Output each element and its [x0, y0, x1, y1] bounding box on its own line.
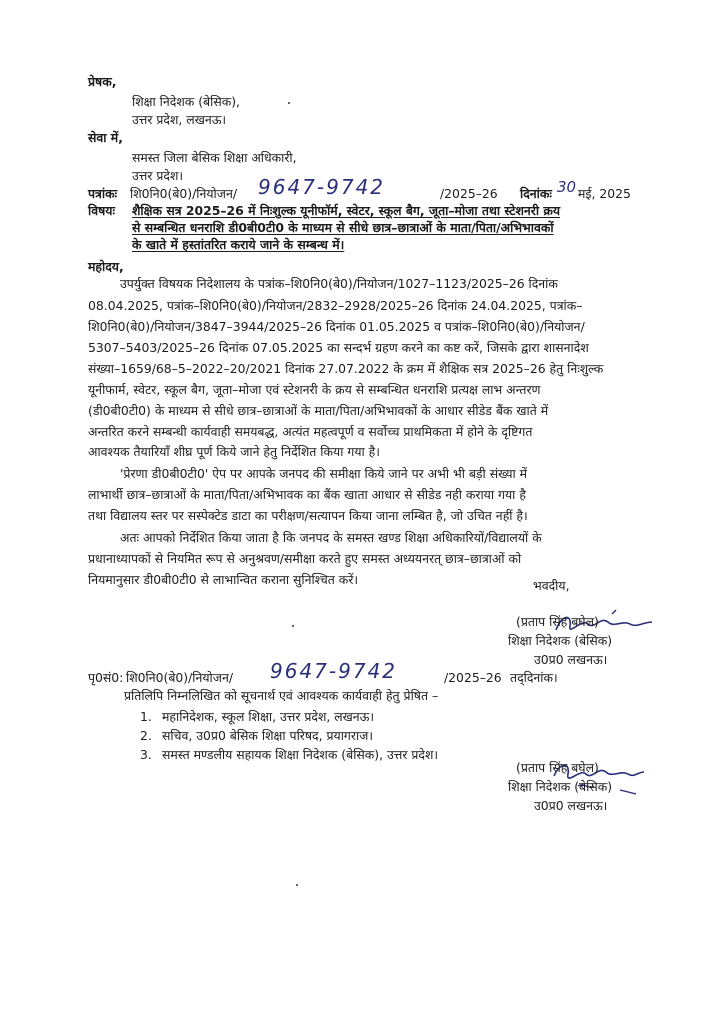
- ref-date-label: दिनांकः: [520, 186, 552, 201]
- signatory2-name: (प्रताप सिंह बघेल): [516, 760, 599, 775]
- signatory2-place: उ0प्र0 लखनऊ।: [534, 798, 608, 813]
- copy-ref-year: /2025–26: [444, 670, 502, 685]
- copy-ref-number-handwritten: 9647-9742: [270, 659, 398, 683]
- ref-label: पत्रांकः: [88, 186, 118, 201]
- para2-line-2: लाभार्थी छात्र–छात्राओं के माता/पिता/अभिभावक का बैंक खाता आधार से सीडेड नही कराया गया है: [88, 487, 526, 502]
- stray-mark: [288, 102, 290, 104]
- copy-list-num: 3.: [140, 747, 152, 762]
- para1-line-6: यूनीफार्म, स्वेटर, स्कूल बैग, जूता–मोजा एवं स्टेशनरी के क्रय से सम्बन्धित धनराशि प्रत्यक्ष लाभ अन्तरण: [88, 382, 541, 397]
- copy-list-num: 2.: [140, 728, 152, 743]
- para3-line-1: अतः आपको निर्देशित किया जाता है कि जनपद के समस्त खण्ड शिक्षा अधिकारियों/विद्यालयों के: [120, 530, 542, 545]
- subject-line-1: शैक्षिक सत्र 2025–26 में निःशुल्क यूनीफॉर्म, स्वेटर, स्कूल बैग, जूता–मोजा तथा स्टेशनरी क्रय: [132, 203, 561, 218]
- salutation: महोदय,: [88, 259, 124, 274]
- stray-mark: [296, 884, 298, 886]
- signatory2-designation: शिक्षा निदेशक (बेसिक): [508, 779, 613, 794]
- subject-line-3: के खाते में हस्तांतरित कराये जाने के सम्बन्ध में।: [132, 237, 345, 252]
- sender-name: शिक्षा निदेशक (बेसिक),: [132, 94, 240, 109]
- ref-date-rest: मई, 2025: [578, 186, 631, 201]
- para1-line-4: 5307–5403/2025–26 दिनांक 07.05.2025 का सन्दर्भ ग्रहण करने का कष्ट करें, जिसके द्वारा शासनादेश: [88, 340, 589, 355]
- closing: भवदीय,: [533, 578, 570, 593]
- copy-ref-prefix: शि0नि0(बे0)/नियोजन/: [126, 670, 234, 685]
- copy-intro: प्रतिलिपि निम्नलिखित को सूचनार्थ एवं आवश्यक कार्यवाही हेतु प्रेषित –: [124, 688, 439, 703]
- ref-number-handwritten: 9647-9742: [258, 175, 386, 199]
- para1-line-1: उपर्युक्त विषयक निदेशालय के पत्रांक–शि0नि0(बे0)/नियोजन/1027–1123/2025–26 दिनांक: [120, 276, 558, 291]
- subject-label: विषयः: [88, 203, 115, 218]
- para1-line-8: अन्तरित करने सम्बन्धी कार्यवाही समयबद्ध, अत्यंत महत्वपूर्ण व सर्वोच्च प्राथमिकता में होने के दृष्टिगत: [88, 424, 533, 439]
- stray-mark: [292, 625, 294, 627]
- copy-list-num: 1.: [140, 709, 152, 724]
- para1-line-3: शि0नि0(बे0)/नियोजन/3847–3944/2025–26 दिनांक 01.05.2025 व पत्रांक–शि0नि0(बे0)/नियोजन/: [88, 319, 585, 334]
- sender-label: प्रेषक,: [88, 74, 117, 89]
- copy-list-item: समस्त मण्डलीय सहायक शिक्षा निदेशक (बेसिक), उत्तर प्रदेश।: [162, 747, 439, 762]
- signatory-designation: शिक्षा निदेशक (बेसिक): [508, 633, 613, 648]
- ref-date-day-handwritten: 30: [557, 178, 577, 196]
- signatory-name: (प्रताप सिंह बघेल): [516, 614, 599, 629]
- ref-year: /2025–26: [440, 186, 498, 201]
- para2-line-1: 'प्रेरणा डी0बी0टी0' ऐप पर आपके जनपद की समीक्षा किये जाने पर अभी भी बड़ी संख्या में: [120, 466, 528, 481]
- to-name: समस्त जिला बेसिक शिक्षा अधिकारी,: [132, 150, 297, 165]
- to-label: सेवा में,: [88, 130, 123, 145]
- copy-list-item: महानिदेशक, स्कूल शिक्षा, उत्तर प्रदेश, लखनऊ।: [162, 709, 375, 724]
- sender-place: उत्तर प्रदेश, लखनऊ।: [132, 112, 227, 127]
- to-place: उत्तर प्रदेश।: [132, 168, 184, 183]
- para1-line-5: संख्या–1659/68–5–2022–20/2021 दिनांक 27.07.2022 के क्रम में शैक्षिक सत्र 2025–26 हेतु निःशुल्क: [88, 361, 604, 376]
- para3-line-2: प्रधानाध्यापकों से नियमित रूप से अनुश्रवण/समीक्षा करते हुए समस्त अध्ययनरत् छात्र–छात्राओं को: [88, 551, 522, 566]
- subject-line-2: से सम्बन्धित धनराशि डी0बी0टी0 के माध्यम से सीधे छात्र–छात्राओं के माता/पिता/अभिभावकों: [132, 220, 554, 235]
- copy-ref-label: पृ0सं0:: [88, 670, 124, 685]
- copy-ref-date: तद्‌दिनांक।: [510, 670, 558, 685]
- para1-line-9: आवश्यक तैयारियाँ शीघ्र पूर्ण किये जाने हेतु निर्देशित किया गया है।: [88, 444, 380, 459]
- signatory-place: उ0प्र0 लखनऊ।: [534, 652, 608, 667]
- ref-prefix: शि0नि0(बे0)/नियोजन/: [130, 186, 238, 201]
- para1-line-2: 08.04.2025, पत्रांक–शि0नि0(बे0)/नियोजन/2832–2928/2025–26 दिनांक 24.04.2025, पत्रांक–: [88, 298, 583, 313]
- para3-line-3: नियमानुसार डी0बी0टी0 से लाभान्वित कराना सुनिश्चित करें।: [88, 572, 359, 587]
- para1-line-7: (डी0बी0टी0) के माध्यम से सीधे छात्र–छात्राओं के माता/पिता/अभिभावकों के आधार सीडेड बैंक खाते में: [88, 403, 549, 418]
- para2-line-3: तथा विद्यालय स्तर पर सस्पेक्टेड डाटा का परीक्षण/सत्यापन किया जाना लम्बित है, जो उचित नहीं है।: [88, 508, 528, 523]
- copy-list-item: सचिव, उ0प्र0 बेसिक शिक्षा परिषद, प्रयागराज।: [162, 728, 374, 743]
